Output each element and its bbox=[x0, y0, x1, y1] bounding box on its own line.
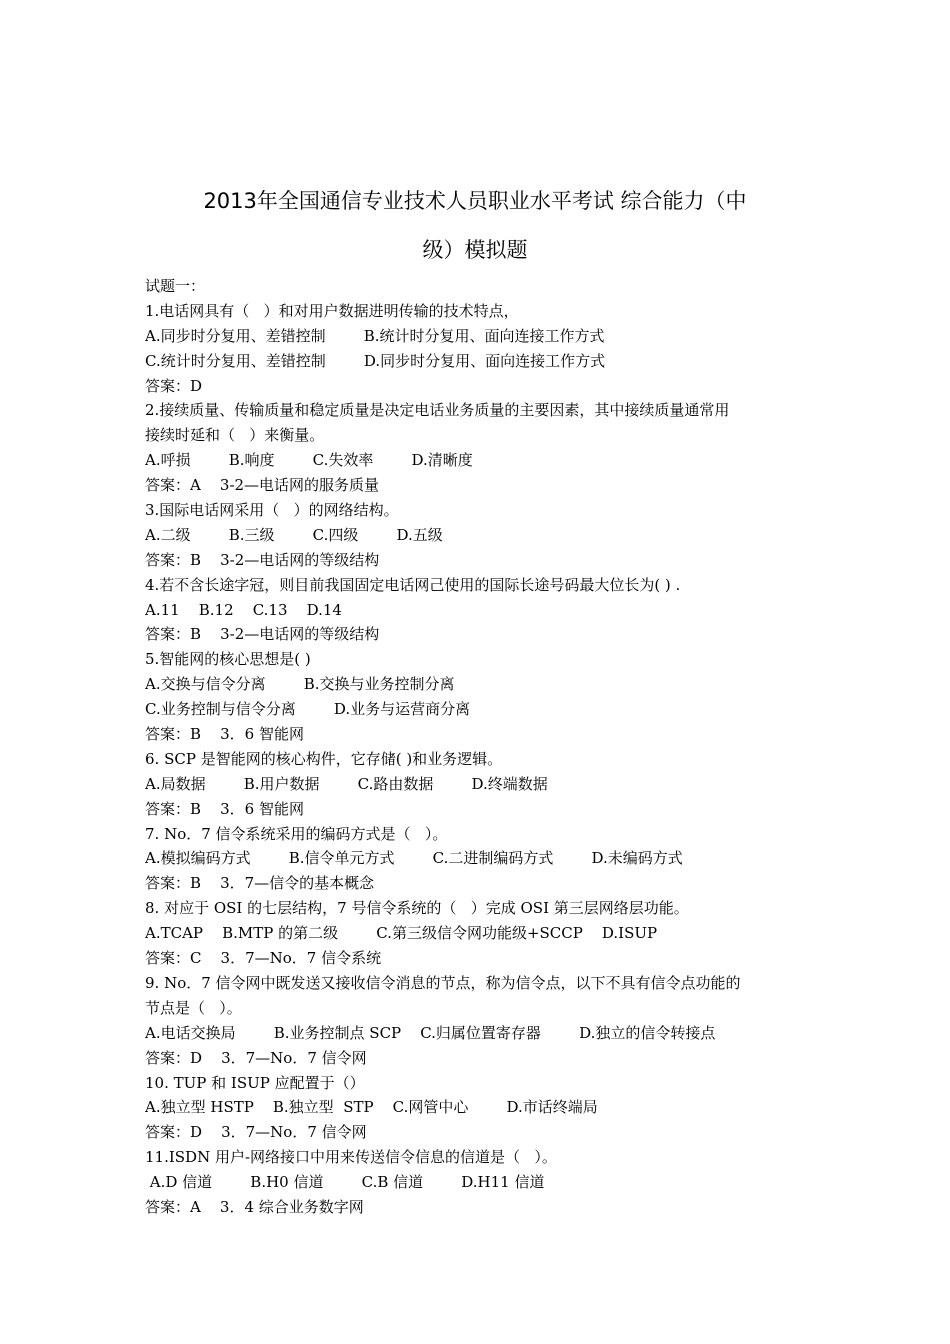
question-1-options-c-d: C.统计时分复用、差错控制 D.同步时分复用、面向连接工作方式 bbox=[145, 351, 606, 370]
question-9: 9. No．7 信令网中既发送又接收信令消息的节点，称为信令点，以下不具有信令点功能的 bbox=[145, 973, 741, 992]
question-10-answer: 答案：D 3．7—No．7 信令网 bbox=[145, 1123, 367, 1142]
question-11-answer: 答案：A 3．4 综合业务数字网 bbox=[145, 1197, 364, 1216]
question-5: 5.智能网的核心思想是( ) bbox=[145, 650, 311, 669]
question-8: 8. 对应于 OSI 的七层结构，7 号信令系统的（ ）完成 OSI 第三层网络层功能。 bbox=[145, 899, 689, 918]
question-9-continued: 节点是（ ）。 bbox=[145, 998, 242, 1017]
section-heading: 试题一： bbox=[145, 277, 206, 295]
question-4-options: A.11 B.12 C.13 D.14 bbox=[145, 600, 342, 619]
question-9-answer: 答案：D 3．7—No．7 信令网 bbox=[145, 1048, 367, 1067]
question-11: 11.ISDN 用户-网络接口中用来传送信令信息的信道是（ ）。 bbox=[145, 1148, 557, 1167]
question-3-options: A.二级 B.三级 C.四级 D.五级 bbox=[145, 525, 443, 544]
question-8-answer: 答案：C 3．7—No．7 信令系统 bbox=[145, 949, 382, 968]
document-title-line-1: 2013年全国通信专业技术人员职业水平考试 综合能力（中 bbox=[203, 189, 747, 213]
question-5-options-c-d: C.业务控制与信令分离 D.业务与运营商分离 bbox=[145, 700, 471, 719]
question-7-answer: 答案：B 3．7—信令的基本概念 bbox=[145, 874, 375, 893]
document-title-line-2: 级）模拟题 bbox=[422, 238, 528, 262]
question-1: 1.电话网具有（ ）和对用户数据进明传输的技术特点， bbox=[145, 301, 519, 320]
question-1-options-a-b: A.同步时分复用、差错控制 B.统计时分复用、面向连接工作方式 bbox=[145, 326, 605, 345]
question-6-answer: 答案：B 3．6 智能网 bbox=[145, 799, 304, 818]
question-8-options: A.TCAP B.MTP 的第二级 C.第三级信令网功能级+SCCP D.ISUP bbox=[145, 924, 658, 943]
question-4: 4.若不含长途字冠，则目前我国固定电话网己使用的国际长途号码最大位长为( ) . bbox=[145, 575, 681, 594]
question-9-options: A.电话交换局 B.业务控制点 SCP C.归属位置寄存器 D.独立的信令转接点 bbox=[145, 1023, 716, 1042]
question-4-answer: 答案：B 3-2—电话网的等级结构 bbox=[145, 625, 380, 644]
question-7-options: A.模拟编码方式 B.信令单元方式 C.二进制编码方式 D.未编码方式 bbox=[145, 849, 683, 868]
question-7: 7. No．7 信令系统采用的编码方式是（ ）。 bbox=[145, 824, 448, 843]
question-6: 6. SCP 是智能网的核心构件，它存储( )和业务逻辑。 bbox=[145, 749, 503, 768]
question-3-answer: 答案：B 3-2—电话网的等级结构 bbox=[145, 550, 380, 569]
question-2: 2.接续质量、传输质量和稳定质量是决定电话业务质量的主要因素，其中接续质量通常用 bbox=[145, 401, 730, 420]
document-body bbox=[145, 274, 810, 1220]
question-11-options: A.D 信道 B.H0 信道 C.B 信道 D.H11 信道 bbox=[145, 1173, 545, 1192]
question-5-options-a-b: A.交换与信令分离 B.交换与业务控制分离 bbox=[145, 675, 455, 694]
question-2-options: A.呼损 B.响度 C.失效率 D.清晰度 bbox=[145, 451, 473, 470]
question-1-answer: 答案：D bbox=[145, 376, 203, 395]
question-2-answer: 答案：A 3-2—电话网的服务质量 bbox=[145, 476, 380, 495]
question-5-answer: 答案：B 3．6 智能网 bbox=[145, 725, 304, 744]
question-2-continued: 接续时延和（ ）来衡量。 bbox=[145, 426, 325, 445]
question-10-options: A.独立型 HSTP B.独立型 STP C.网管中心 D.市话终端局 bbox=[145, 1098, 598, 1117]
question-10: 10. TUP 和 ISUP 应配置于（） bbox=[145, 1073, 365, 1092]
question-3: 3.国际电话网采用（ ）的网络结构。 bbox=[145, 501, 399, 520]
question-6-options: A.局数据 B.用户数据 C.路由数据 D.终端数据 bbox=[145, 774, 548, 793]
